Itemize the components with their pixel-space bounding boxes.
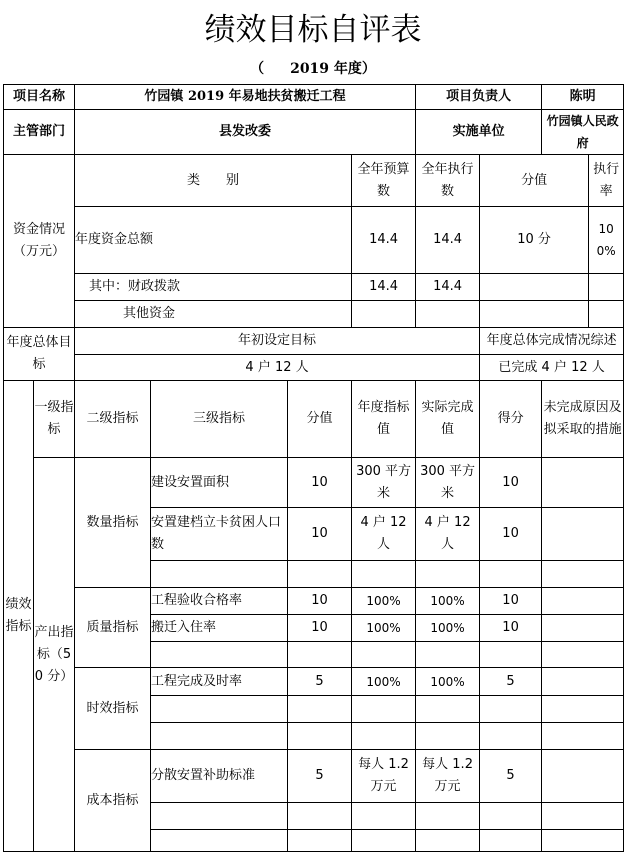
indicator-row <box>4 750 624 803</box>
funds-header-row <box>4 155 624 207</box>
funds-section-label: 资金情况（万元） <box>4 155 75 328</box>
indicator-target: 100% <box>352 588 416 615</box>
indicator-actual: 100% <box>416 615 480 642</box>
indicator-score-value: 10 <box>288 508 352 561</box>
ind-col-level3: 三级指标 <box>151 381 288 458</box>
indicator-score-value: 10 <box>288 588 352 615</box>
indicator-reason <box>542 615 624 642</box>
funds-row-name: 其中：财政拨款 <box>75 274 352 301</box>
indicator-actual: 每人 1.2 万元 <box>416 750 480 803</box>
indicator-row <box>4 668 624 696</box>
funds-row-rate <box>589 274 624 301</box>
funds-row <box>4 301 624 328</box>
initial-goal-value: 4 户 12 人 <box>75 355 480 381</box>
indicator-score: 10 <box>480 588 542 615</box>
indicator-reason <box>542 750 624 803</box>
funds-row-budget <box>352 301 416 328</box>
indicator-name: 搬迁入住率 <box>151 615 288 642</box>
funds-row-score-value <box>480 274 589 301</box>
ind-col-reason: 未完成原因及拟采取的措施 <box>542 381 624 458</box>
funds-col-score-value: 分值 <box>480 155 589 207</box>
impl-label: 实施单位 <box>416 110 542 155</box>
goal-summary-label: 年度总体完成情况综述 <box>480 328 624 355</box>
funds-row <box>4 207 624 274</box>
indicator-actual: 100% <box>416 668 480 696</box>
indicator-score-value: 5 <box>288 750 352 803</box>
ind-col-score: 得分 <box>480 381 542 458</box>
indicator-name: 建设安置面积 <box>151 458 288 508</box>
annual-goal-label: 年度总体目标 <box>4 328 75 381</box>
dept-label: 主管部门 <box>4 110 75 155</box>
funds-row-name: 其他资金 <box>75 301 352 328</box>
indicator-reason <box>542 508 624 561</box>
owner-label: 项目负责人 <box>416 85 542 110</box>
indicator-actual: 4 户 12 人 <box>416 508 480 561</box>
funds-col-budget: 全年预算数 <box>352 155 416 207</box>
indicator-score: 5 <box>480 668 542 696</box>
indicator-score: 10 <box>480 615 542 642</box>
group-quantity: 数量指标 <box>75 458 151 588</box>
funds-col-exec: 全年执行数 <box>416 155 480 207</box>
indicator-score: 10 <box>480 508 542 561</box>
funds-row-rate <box>589 301 624 328</box>
indicator-actual: 100% <box>416 588 480 615</box>
ind-col-level1: 一级指标 <box>34 381 75 458</box>
ind-col-score-value: 分值 <box>288 381 352 458</box>
project-name-label: 项目名称 <box>4 85 75 110</box>
report-year <box>0 57 626 81</box>
funds-row-rate: 100% <box>589 207 624 274</box>
group-timeliness: 时效指标 <box>75 668 151 750</box>
indicator-actual: 300 平方米 <box>416 458 480 508</box>
dept-name: 县发改委 <box>75 110 416 155</box>
indicator-score-value: 10 <box>288 615 352 642</box>
goal-summary-value: 已完成 4 户 12 人 <box>480 355 624 381</box>
indicator-score: 10 <box>480 458 542 508</box>
perf-indicator-label: 绩效指标 <box>4 381 34 852</box>
funds-row-score-value: 10 分 <box>480 207 589 274</box>
indicator-reason <box>542 668 624 696</box>
indicator-target: 100% <box>352 668 416 696</box>
ind-col-level2: 二级指标 <box>75 381 151 458</box>
funds-row-budget: 14.4 <box>352 274 416 301</box>
funds-row-exec: 14.4 <box>416 274 480 301</box>
project-row <box>4 85 624 110</box>
report-year-text: 2019 年度） <box>290 61 376 77</box>
indicator-reason <box>542 588 624 615</box>
indicator-score: 5 <box>480 750 542 803</box>
page-title: 绩效目标自评表 <box>204 12 422 48</box>
indicator-target: 300 平方米 <box>352 458 416 508</box>
goal-value-row <box>4 355 624 381</box>
indicator-score-value: 10 <box>288 458 352 508</box>
funds-col-category: 类 别 <box>75 155 352 207</box>
indicator-name: 工程完成及时率 <box>151 668 288 696</box>
initial-goal-label: 年初设定目标 <box>75 328 480 355</box>
indicator-reason <box>542 458 624 508</box>
indicator-row <box>4 458 624 508</box>
indicator-score-value: 5 <box>288 668 352 696</box>
funds-row <box>4 274 624 301</box>
output-indicator-label: 产出指标（50 分） <box>34 458 75 852</box>
indicator-row <box>4 588 624 615</box>
ind-col-target: 年度指标值 <box>352 381 416 458</box>
group-quality: 质量指标 <box>75 588 151 668</box>
owner-name: 陈明 <box>542 85 624 110</box>
group-cost: 成本指标 <box>75 750 151 852</box>
goal-header-row <box>4 328 624 355</box>
funds-row-name: 年度资金总额 <box>75 207 352 274</box>
indicator-name: 安置建档立卡贫困人口数 <box>151 508 288 561</box>
funds-row-budget: 14.4 <box>352 207 416 274</box>
indicator-target: 每人 1.2 万元 <box>352 750 416 803</box>
impl-name: 竹园镇人民政府 <box>542 110 624 155</box>
report-year-open: （ <box>250 61 265 77</box>
ind-col-actual: 实际完成值 <box>416 381 480 458</box>
evaluation-table <box>3 84 624 852</box>
funds-row-exec: 14.4 <box>416 207 480 274</box>
funds-row-score-value <box>480 301 589 328</box>
indicator-name: 分散安置补助标准 <box>151 750 288 803</box>
indicator-target: 100% <box>352 615 416 642</box>
project-name: 竹园镇 2019 年易地扶贫搬迁工程 <box>75 85 416 110</box>
indicator-target: 4 户 12 人 <box>352 508 416 561</box>
funds-col-rate: 执行率 <box>589 155 624 207</box>
funds-row-exec <box>416 301 480 328</box>
indicator-name: 工程验收合格率 <box>151 588 288 615</box>
dept-row <box>4 110 624 155</box>
indicator-header-row <box>4 381 624 458</box>
